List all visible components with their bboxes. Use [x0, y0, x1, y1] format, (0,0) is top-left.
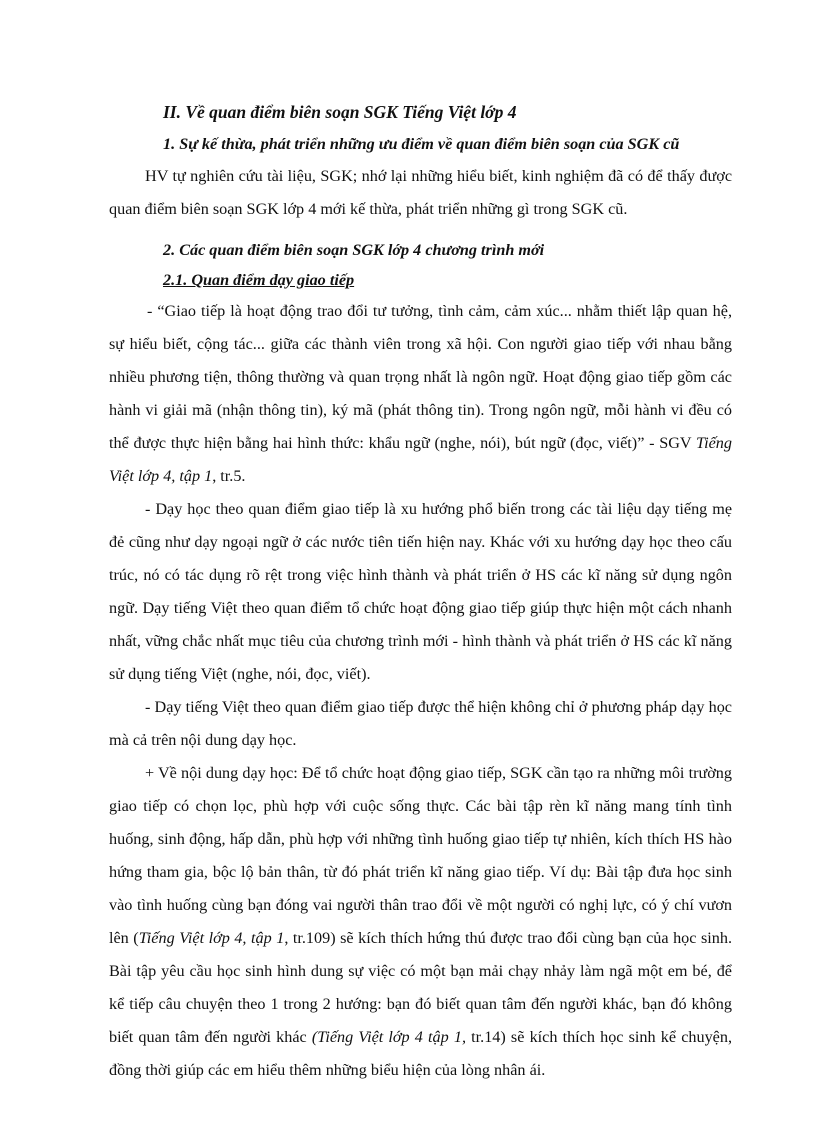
page-content — [109, 96, 732, 1087]
subsection-2-1-title — [109, 266, 732, 295]
subsection-1-body: HV tự nghiên cứu tài liệu, SGK; nhớ lại những hiểu biết, kinh nghiệm đã có để thấy được quan điểm biên soạn SGK lớp 4 mới kế thừa, phát triển những gì trong SGK cũ. — [109, 167, 732, 218]
para-3-book-title-2: (Tiếng Việt lớp 4 tập 1, — [311, 1028, 467, 1046]
para-3-part-c: , tr.109) sẽ kích thích hứng thú được trao đổi cùng bạn của học sinh. Bài tập yêu cầu học sinh hình dung sự việc có một bạn mải chạy nhảy làm ngã một em bé, để kể tiếp câu chuyện theo 1 trong 2 hướng: bạn đó biết quan tâm đến người khác, bạn đó không biết quan tâm đến người khác — [109, 929, 733, 1046]
paragraph-method-content: - Dạy tiếng Việt theo quan điểm giao tiếp được thể hiện không chỉ ở phương pháp dạy học mà cả trên nội dung dạy học. — [109, 698, 732, 749]
para-3-book-title-1: Tiếng Việt lớp 4, tập 1 — [138, 929, 285, 947]
subsection-2-1-title-text: 2.1. Quan điểm dạy giao tiếp — [163, 271, 355, 289]
subsection-2-title: 2. Các quan điểm biên soạn SGK lớp 4 chương trình mới — [163, 241, 545, 259]
section-title: II. Về quan điểm biên soạn SGK Tiếng Việt lớp 4 — [163, 102, 517, 122]
para-3-part-a: + Về nội dung dạy học: Để tổ chức hoạt động giao tiếp, SGK cần tạo ra những môi trường giao tiếp có chọn lọc, phù hợp với cuộc sống thực. Các bài tập rèn kĩ năng mang tính tình huống, sinh động, hấp dẫn, phù hợp với những tình huống giao tiếp tự nhiên, kích thích HS hào hứng tham gia, bộc lộ bản thân, từ đó phát triển kĩ năng giao tiếp. Ví dụ: Bài tập đưa học sinh vào tình huống cùng bạn đóng vai người thân trao đổi về một người có nghị lực, có ý chí vươn lên ( — [109, 764, 732, 947]
quote-text: - “Giao tiếp là hoạt động trao đổi tư tưởng, tình cảm, cảm xúc... nhằm thiết lập quan hệ, sự hiểu biết, cộng tác... giữa các thành viên trong xã hội. Con người giao tiếp với nhau bằng nhiều phương tiện, thông thường và quan trọng nhất là ngôn ngữ. Hoạt động giao tiếp gồm các hành vi giải mã (nhận thông tin), ký mã (phát thông tin). Trong ngôn ngữ, mỗi hành vi đều có thể được thực hiện bằng hai hình thức: khẩu ngữ (nghe, nói), bút ngữ (đọc, viết)” - SGV — [109, 302, 732, 452]
para-3-part-e: tr.14) sẽ kích thích học sinh kể chuyện, đồng thời giúp các em hiểu thêm những biểu hiện của lòng nhân ái. — [109, 1028, 732, 1079]
subsection-1-title: 1. Sự kế thừa, phát triển những ưu điểm về quan điểm biên soạn của SGK cũ — [163, 135, 680, 153]
quote-source-page: , tr.5. — [212, 467, 246, 485]
paragraph-teaching-content — [109, 757, 732, 1087]
definition-quote-paragraph — [109, 295, 732, 493]
quote-source-title: Tiếng Việt lớp 4, tập 1 — [109, 434, 732, 485]
paragraph-communication-trend: - Dạy học theo quan điểm giao tiếp là xu hướng phổ biến trong các tài liệu dạy tiếng mẹ đẻ cũng như dạy ngoại ngữ ở các nước tiên tiến hiện nay. Khác với xu hướng dạy học theo cấu trúc, nó có tác dụng rõ rệt trong việc hình thành và phát triển ở HS các kĩ năng sử dụng ngôn ngữ. Dạy tiếng Việt theo quan điểm tổ chức hoạt động giao tiếp giúp thực hiện một cách nhanh nhất, vững chắc nhất mục tiêu của chương trình mới - hình thành và phát triển ở HS các kĩ năng sử dụng tiếng Việt (nghe, nói, đọc, viết). — [109, 500, 732, 683]
